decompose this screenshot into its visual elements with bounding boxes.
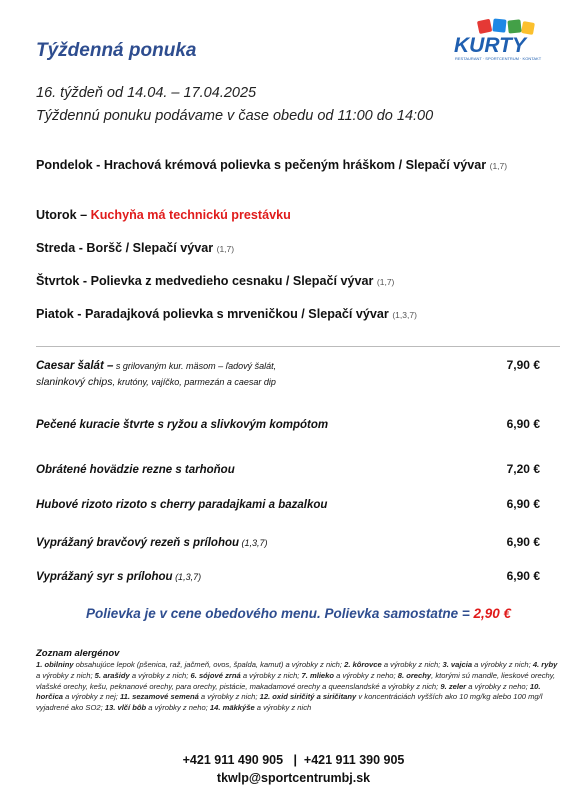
allergens-title: Zoznam alergénov xyxy=(36,648,120,659)
daily-item-friday: Piatok - Paradajková polievka s mrveničkou / Slepačí vývar (1,3,7) xyxy=(36,307,417,321)
week-range: 16. týždeň od 14.04. – 17.04.2025 xyxy=(36,85,257,101)
page-title: Týždenná ponuka xyxy=(36,40,197,61)
daily-item-thursday: Štvrtok - Polievka z medvedieho cesnaku / Slepačí vývar (1,7) xyxy=(36,274,395,288)
daily-item-wednesday: Streda - Boršč / Slepačí vývar (1,7) xyxy=(36,241,235,255)
contact-email[interactable]: tkwlp@sportcentrumbj.sk xyxy=(216,771,371,785)
dish-item: Vyprážaný syr s prílohou (1,3,7) xyxy=(36,571,202,583)
dish-item: Pečené kuracie štvrte s ryžou a slivkovým kompótom xyxy=(36,419,329,431)
daily-item-monday: Pondelok - Hrachová krémová polievka s pečeným hráškom / Slepačí vývar (1,7) xyxy=(36,158,508,172)
soup-price-note: Polievka je v cene obedového menu. Polievka samostatne = 2,90 € xyxy=(85,606,512,621)
kurty-logo xyxy=(452,18,552,62)
dish-price: 7,90 € xyxy=(506,358,540,372)
dish-price: 6,90 € xyxy=(506,497,540,511)
svg-text:KURTY: KURTY xyxy=(454,34,526,57)
allergens-list: 1. obilniny obsahujúce lepok (pšenica, raž, jačmeň, ovos, špalda, kamut) a výrobky z nich; 2. kôrovce a výrobky z nich; 3. vajcia a výrobky z nich; 4. ryby a výrobky z nich; 5. arašidy a výrobky z nich; 6. sójové zrná a výrobky z nich; 7. mlieko a výrobky z neho; 8. orechy, ktorými sú mandle, lieskové orechy, vlašské orechy, kešu, peknanové orechy, para orechy, pistácie, makadamové orechy a queenslandské a výrobky z nich; 9. zeler a výrobky z neho; 10. horčica a výrobky z nej; 11. sezamové semená a výrobky z nich; 12. oxid siričitý a siričitany v koncentráciách vyšších ako 10 mg/kg alebo 100 mg/l vyjadrené ako SO2; 13. vlčí bôb a výrobky z neho; 14. mäkkýše a výrobky z nich xyxy=(36,660,558,713)
dish-item: Hubové rizoto rizoto s cherry paradajkami a bazalkou xyxy=(36,499,328,511)
dish-price: 6,90 € xyxy=(506,535,540,549)
serving-time: Týždennú ponuku podávame v čase obedu od 11:00 do 14:00 xyxy=(36,108,434,124)
divider xyxy=(36,346,560,347)
svg-text:RESTAURANT · SPORTCENTRUM · KO: RESTAURANT · SPORTCENTRUM · KONTAKT xyxy=(455,56,542,61)
daily-item-tuesday: Utorok – Kuchyňa má technickú prestávku xyxy=(36,208,291,222)
dish-price: 6,90 € xyxy=(506,569,540,583)
dish-price: 7,20 € xyxy=(506,462,540,476)
dish-item: Obrátené hovädzie rezne s tarhoňou xyxy=(36,464,235,476)
dish-item: Caesar šalát – s grilovaným kur. mäsom – ľadový šalát, slaninkový chips, krutóny, vajíčko, parmezán a caesar dip xyxy=(36,360,277,388)
dish-item: Vyprážaný bravčový rezeň s prílohou (1,3,7) xyxy=(36,537,268,549)
dish-price: 6,90 € xyxy=(506,417,540,431)
contact-phones: +421 911 490 905 | +421 911 390 905 xyxy=(182,753,405,767)
